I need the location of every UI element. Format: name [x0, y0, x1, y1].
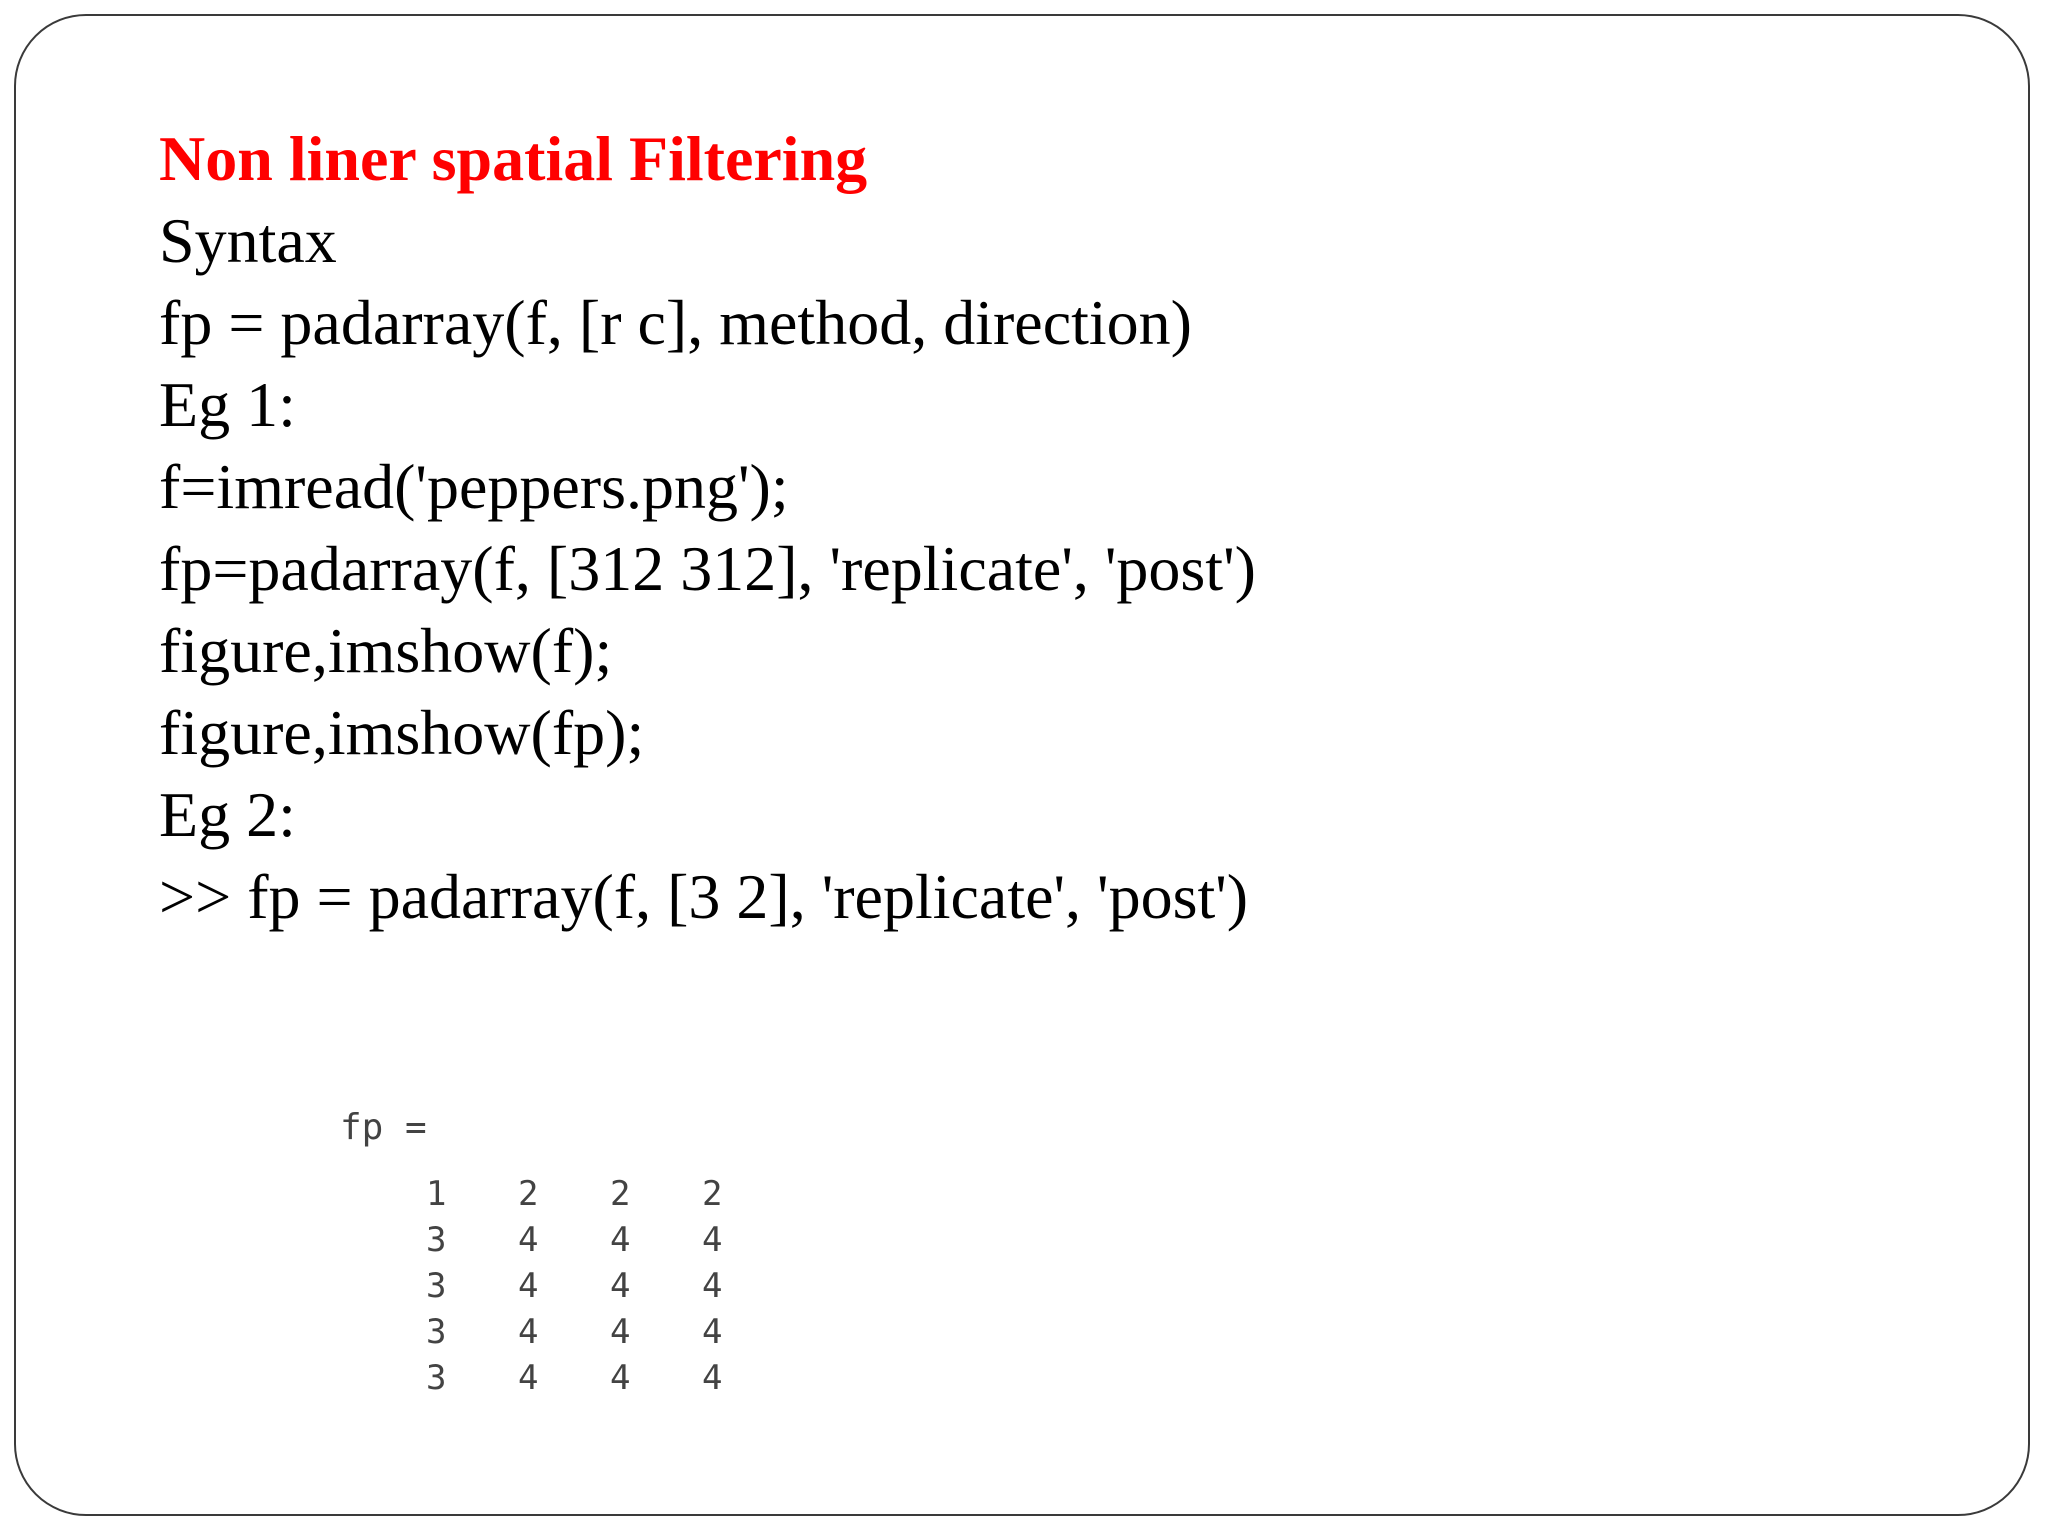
matrix-cell: 2 [610, 1174, 631, 1214]
code-line-imshow-f: figure,imshow(f); [159, 615, 613, 686]
matrix-cell: 3 [426, 1358, 447, 1398]
code-line-imread: f=imread('peppers.png'); [159, 451, 789, 522]
code-line-example-2: >> fp = padarray(f, [3 2], 'replicate', 'post') [159, 861, 1249, 932]
matrix-cell: 4 [610, 1358, 631, 1398]
matrix-cell: 4 [610, 1312, 631, 1352]
syntax-line: fp = padarray(f, [r c], method, direction) [159, 287, 1192, 358]
matrix-cell: 2 [702, 1174, 723, 1214]
matrix-cell: 2 [518, 1174, 539, 1214]
matrix-cell: 3 [426, 1266, 447, 1306]
matrix-row [426, 1309, 794, 1355]
matrix-cell: 1 [426, 1174, 447, 1214]
output-header: fp = [340, 1107, 427, 1148]
matrix-cell: 4 [518, 1312, 539, 1352]
matrix-cell: 3 [426, 1312, 447, 1352]
matrix-row [426, 1263, 794, 1309]
matrix-row [426, 1171, 794, 1217]
code-line-imshow-fp: figure,imshow(fp); [159, 697, 645, 768]
example-1-heading: Eg 1: [159, 369, 296, 440]
slide-title: Non liner spatial Filtering [159, 123, 868, 194]
matrix-row [426, 1217, 794, 1263]
code-line-padarray: fp=padarray(f, [312 312], 'replicate', 'post') [159, 533, 1256, 604]
matrix-cell: 4 [702, 1266, 723, 1306]
matrix-cell: 4 [610, 1220, 631, 1260]
example-2-heading: Eg 2: [159, 779, 296, 850]
matrix-cell: 4 [702, 1312, 723, 1352]
matrix-cell: 4 [702, 1358, 723, 1398]
slide-content [159, 118, 1959, 938]
matrix-cell: 4 [610, 1266, 631, 1306]
matrix-cell: 3 [426, 1220, 447, 1260]
syntax-heading: Syntax [159, 205, 337, 276]
matrix-cell: 4 [518, 1220, 539, 1260]
matrix-row [426, 1355, 794, 1401]
output-matrix [426, 1171, 794, 1401]
matrix-cell: 4 [518, 1266, 539, 1306]
matlab-output [340, 1105, 794, 1401]
matrix-cell: 4 [518, 1358, 539, 1398]
matrix-cell: 4 [702, 1220, 723, 1260]
